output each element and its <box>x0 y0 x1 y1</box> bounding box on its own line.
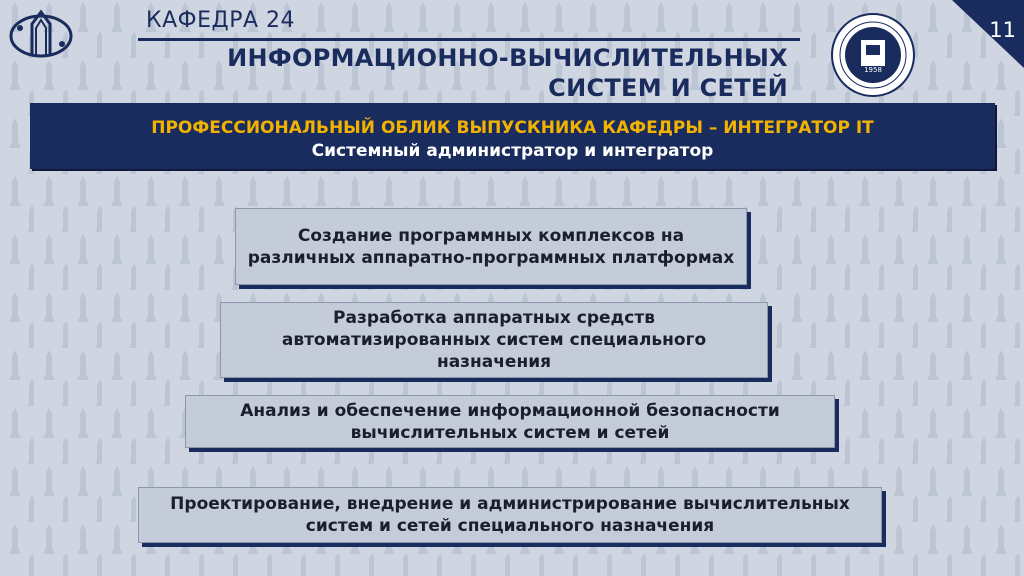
competency-card: Проектирование, внедрение и администрирование вычислительных систем и сетей специального назначения <box>138 487 882 543</box>
university-seal-icon <box>830 12 916 98</box>
profile-banner <box>30 103 995 169</box>
competency-card: Создание программных комплексов на различных аппаратно-программных платформах <box>235 208 747 285</box>
seal-year: 1958 <box>864 66 882 74</box>
banner-title: ПРОФЕССИОНАЛЬНЫЙ ОБЛИК ВЫПУСКНИКА КАФЕДРЫ – ИНТЕГРАТОР IT <box>151 118 874 138</box>
page-title-line2: СИСТЕМ И СЕТЕЙ <box>548 74 788 102</box>
competency-card: Разработка аппаратных средств автоматизированных систем специального назначения <box>220 302 768 378</box>
competency-card: Анализ и обеспечение информационной безопасности вычислительных систем и сетей <box>185 395 835 448</box>
banner-subtitle: Системный администратор и интегратор <box>311 141 714 161</box>
slide-number: 11 <box>989 18 1016 42</box>
page-title-line1: ИНФОРМАЦИОННО-ВЫЧИСЛИТЕЛЬНЫХ <box>227 44 788 72</box>
header-underline <box>138 38 800 41</box>
department-label: КАФЕДРА 24 <box>146 8 295 33</box>
